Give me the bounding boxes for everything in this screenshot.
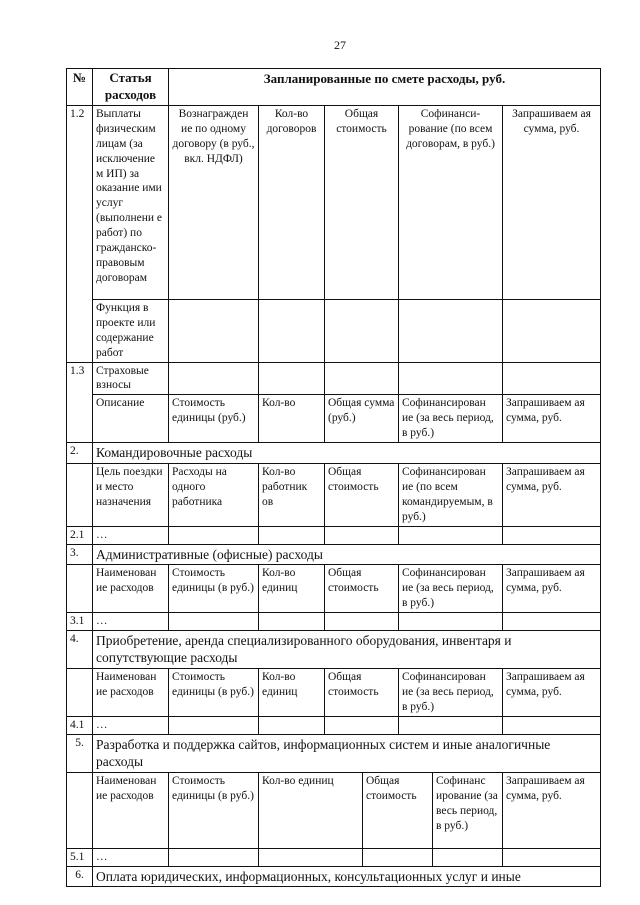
section-row — [67, 630, 601, 668]
cell — [325, 716, 399, 734]
cell — [503, 613, 601, 631]
header-num: № — [67, 69, 93, 106]
cell: Кол-во единиц — [259, 772, 363, 848]
cell — [325, 362, 399, 395]
cell — [503, 299, 601, 362]
cell — [325, 613, 399, 631]
cell: Стоимость единицы (в руб.) — [169, 565, 259, 613]
cell: … — [93, 526, 169, 544]
cell: Общая стоимость — [325, 565, 399, 613]
cell: Цель поездки и место назначения — [93, 463, 169, 526]
table-row — [67, 565, 601, 613]
cell: Общая стоимость — [363, 772, 433, 848]
cell: Кол-во единиц — [259, 565, 325, 613]
cell: Расходы на одного работника — [169, 463, 259, 526]
cell: Запрашиваем ая сумма, руб. — [503, 395, 601, 443]
table-row — [67, 362, 601, 395]
cell: Софинансирован ие (по всем командируемым, в руб.) — [399, 463, 503, 526]
cell: Запрашиваем ая сумма, руб. — [503, 463, 601, 526]
cell — [67, 463, 93, 526]
cell — [67, 669, 93, 717]
table-row — [67, 772, 601, 848]
section-num: 6. — [67, 866, 93, 887]
cell: Стоимость единицы (в руб.) — [169, 772, 259, 848]
cell: Наименован ие расходов — [93, 669, 169, 717]
table-row — [67, 716, 601, 734]
cell: Кол-во работник ов — [259, 463, 325, 526]
row-num: 1.2 — [67, 105, 93, 362]
cell: Общая стоимость — [325, 105, 399, 299]
cell — [503, 716, 601, 734]
cell: Кол-во договоров — [259, 105, 325, 299]
cell: Софинансирован ие (за весь период, в руб.) — [399, 565, 503, 613]
cell — [399, 716, 503, 734]
cell — [399, 299, 503, 362]
row-label: Выплаты физическим лицам (за исключение м ИП) за оказание ими услуг (выполнени е работ) по гражданско-правовым договорам — [93, 105, 169, 299]
cell — [169, 299, 259, 362]
cell: … — [93, 613, 169, 631]
section-row — [67, 544, 601, 565]
cell: Общая стоимость — [325, 669, 399, 717]
cell: Наименован ие расходов — [93, 772, 169, 848]
cell — [259, 848, 363, 866]
section-num: 4. — [67, 630, 93, 668]
table-row — [67, 526, 601, 544]
section-title: Приобретение, аренда специализированного оборудования, инвентаря и сопутствующие расходы — [93, 630, 601, 668]
table-row — [67, 395, 601, 443]
cell: Кол-во единиц — [259, 669, 325, 717]
cell — [169, 526, 259, 544]
cell — [67, 565, 93, 613]
row-num: 2.1 — [67, 526, 93, 544]
cell — [503, 526, 601, 544]
cell: … — [93, 716, 169, 734]
row-label: Функция в проекте или содержание работ — [93, 299, 169, 362]
table-row — [67, 848, 601, 866]
cell: Наименован ие расходов — [93, 565, 169, 613]
table-row — [67, 613, 601, 631]
cell: Стоимость единицы (руб.) — [169, 395, 259, 443]
cell — [399, 526, 503, 544]
cell: Запрашиваем ая сумма, руб. — [503, 105, 601, 299]
cell: Описание — [93, 395, 169, 443]
table-row — [67, 463, 601, 526]
cell — [259, 299, 325, 362]
section-row — [67, 443, 601, 464]
cell — [363, 848, 433, 866]
cell — [259, 716, 325, 734]
cell: Вознагражден ие по одному договору (в руб., вкл. НДФЛ) — [169, 105, 259, 299]
row-num: 4.1 — [67, 716, 93, 734]
cell: Кол-во — [259, 395, 325, 443]
cell — [259, 362, 325, 395]
section-num: 2. — [67, 443, 93, 464]
section-row — [67, 734, 601, 772]
table-row — [67, 299, 601, 362]
cell: Общая стоимость — [325, 463, 399, 526]
cell: Софинансирован ие (за весь период, в руб.) — [399, 669, 503, 717]
row-num: 5.1 — [67, 848, 93, 866]
section-row — [67, 866, 601, 887]
cell — [259, 526, 325, 544]
cell: Общая сумма (руб.) — [325, 395, 399, 443]
cell — [433, 848, 503, 866]
cell: Запрашиваем ая сумма, руб. — [503, 669, 601, 717]
cell — [503, 848, 601, 866]
section-title: Оплата юридических, информационных, консультационных услуг и иные — [93, 866, 601, 887]
table-row — [67, 669, 601, 717]
table-row — [67, 105, 601, 299]
cell: Запрашиваем ая сумма, руб. — [503, 565, 601, 613]
cell: … — [93, 848, 169, 866]
budget-table — [66, 68, 601, 887]
row-num: 1.3 — [67, 362, 93, 443]
cell — [169, 716, 259, 734]
cell — [169, 848, 259, 866]
cell — [399, 613, 503, 631]
cell — [325, 526, 399, 544]
cell: Софинанс ирование (за весь период, в руб.) — [433, 772, 503, 848]
section-title: Административные (офисные) расходы — [93, 544, 601, 565]
table-header-row — [67, 69, 601, 106]
page-number: 27 — [334, 38, 346, 52]
cell — [67, 772, 93, 848]
section-title: Разработка и поддержка сайтов, информационных систем и иные аналогичные расходы — [93, 734, 601, 772]
cell: Стоимость единицы (в руб.) — [169, 669, 259, 717]
cell — [503, 362, 601, 395]
cell: Софинансирован ие (за весь период, в руб.) — [399, 395, 503, 443]
cell — [169, 362, 259, 395]
cell — [325, 299, 399, 362]
cell — [399, 362, 503, 395]
header-planned: Запланированные по смете расходы, руб. — [169, 69, 601, 106]
cell: Запрашиваем ая сумма, руб. — [503, 772, 601, 848]
section-num: 5. — [67, 734, 93, 772]
header-article: Статья расходов — [93, 69, 169, 106]
cell — [259, 613, 325, 631]
section-title: Командировочные расходы — [93, 443, 601, 464]
section-num: 3. — [67, 544, 93, 565]
row-label: Страховые взносы — [93, 362, 169, 395]
cell: Софинанси-рование (по всем договорам, в руб.) — [399, 105, 503, 299]
row-num: 3.1 — [67, 613, 93, 631]
cell — [169, 613, 259, 631]
